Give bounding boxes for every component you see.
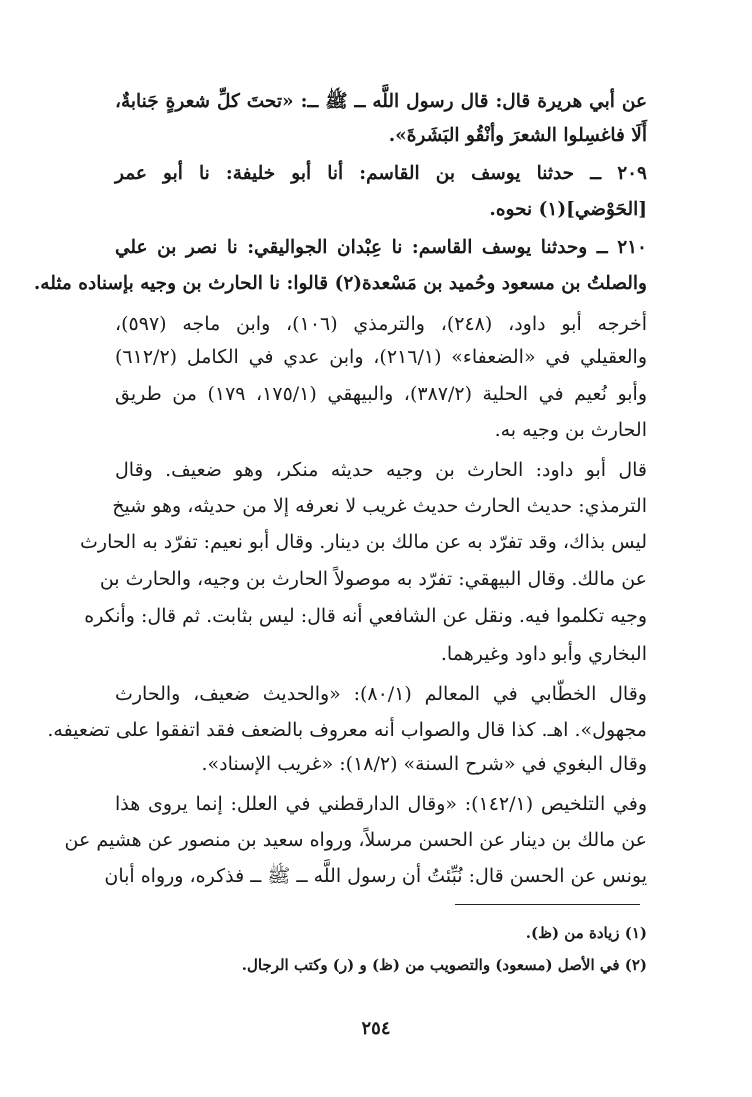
commentary-line-1: قال أبو داود: الحارث بن وجيه حديثه منكر، وهو ضعيف. وقال xyxy=(115,459,647,481)
commentary-line-2: الترمذي: حديث الحارث حديث غريب لا نعرفه إلا من حديثه، وهو شيخ xyxy=(112,495,647,517)
takhrij-line-4: الحارث بن وجيه به. xyxy=(494,419,647,441)
footnote-separator xyxy=(455,904,640,905)
hadith-209-line-2: [الحَوْضي](١) نحوه. xyxy=(489,199,647,220)
commentary-line-4: عن مالك. وقال البيهقي: تفرّد به موصولاً الحارث بن وجيه، والحارث بن xyxy=(99,568,647,590)
hadith-209-line-1: ٢٠٩ ــ حدثنا يوسف بن القاسم: أنا أبو خليفة: نا أبو عمر xyxy=(115,163,647,184)
text-line-2: أَلَا فاغسِلوا الشعرَ وأنْقُو البَشَرةَ». xyxy=(388,125,647,146)
takhrij-line-3: وأبو نُعيم في الحلية (٣٨٧/٢)، والبيهقي (١٧٥/١، ١٧٩) من طريق xyxy=(115,383,648,405)
commentary-line-3: ليس بذاك، وقد تفرّد به عن مالك بن دينار. وقال أبو نعيم: تفرّد به الحارث xyxy=(80,531,647,553)
khattabi-line-2: مجهول». اهـ. كذا قال والصواب أنه معروف بالضعف فقد اتفقوا على تضعيفه. xyxy=(47,719,647,741)
text-line-1: عن أبي هريرة قال: قال رسول اللَّه ــ ﷺ ــ: «تحتَ كلِّ شعرةٍ جَنابةٌ، xyxy=(115,91,647,112)
hadith-210-line-2: والصلتُ بن مسعود وحُميد بن مَسْعدة(٢) قالوا: نا الحارث بن وجيه بإسناده مثله. xyxy=(33,273,647,294)
talkhis-line-2: عن مالك بن دينار عن الحسن مرسلاً، ورواه سعيد بن منصور عن هشيم عن xyxy=(64,829,647,851)
page-number: ٢٥٤ xyxy=(361,1018,391,1039)
hadith-210-line-1: ٢١٠ ــ وحدثنا يوسف القاسم: نا عِبْدان الجواليقي: نا نصر بن علي xyxy=(115,237,647,258)
baghawi-line: وقال البغوي في «شرح السنة» (١٨/٢): «غريب الإسناد». xyxy=(201,753,647,775)
talkhis-line-1: وفي التلخيص (١٤٢/١): «وقال الدارقطني في العلل: إنما يروى هذا xyxy=(115,793,648,815)
footnote-1: (١) زيادة من (ظ). xyxy=(525,924,647,942)
takhrij-line-1: أخرجه أبو داود، (٢٤٨)، والترمذي (١٠٦)، وابن ماجه (٥٩٧)، xyxy=(115,313,647,335)
footnote-2: (٢) في الأصل (مسعود) والتصويب من (ظ) و (ر) وكتب الرجال. xyxy=(241,956,647,974)
commentary-line-6: البخاري وأبو داود وغيرهما. xyxy=(440,643,647,665)
takhrij-line-2: والعقيلي في «الضعفاء» (٢١٦/١)، وابن عدي في الكامل (٦١٢/٢) xyxy=(115,346,647,368)
commentary-line-5: وجيه تكلموا فيه. ونقل عن الشافعي أنه قال: ليس بثابت. ثم قال: وأنكره xyxy=(84,605,647,627)
talkhis-line-3: يونس عن الحسن قال: نُبِّئتُ أن رسول اللَّه ــ ﷺ ــ فذكره، ورواه أبان xyxy=(104,865,647,887)
khattabi-line-1: وقال الخطّابي في المعالم (٨٠/١): «والحديث ضعيف، والحارث xyxy=(115,683,647,705)
